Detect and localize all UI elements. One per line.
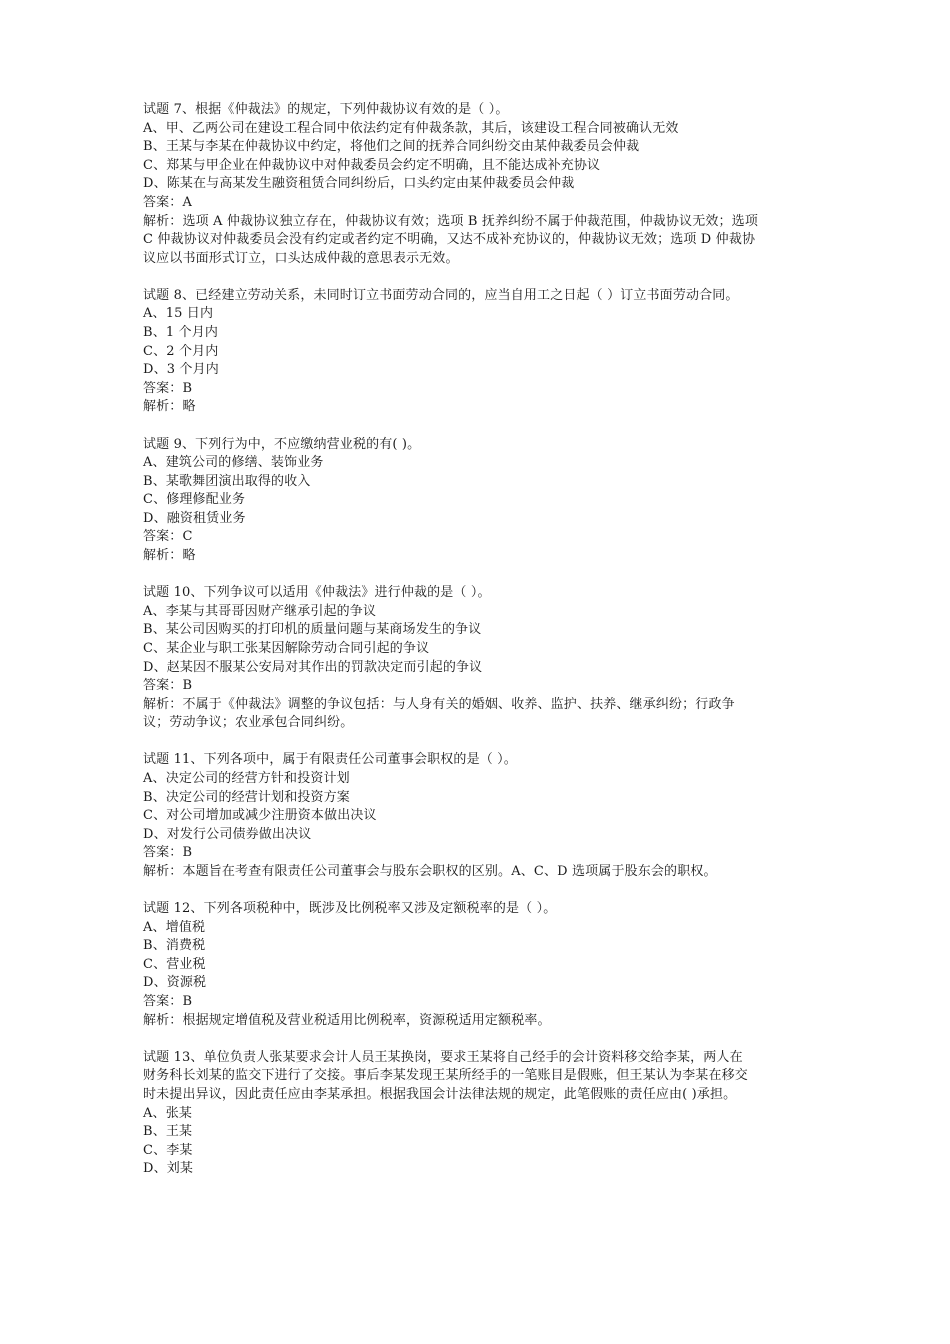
option-b: B、王某与李某在仲裁协议中约定，将他们之间的抚养合同纠纷交由某仲裁委员会仲裁 xyxy=(143,139,640,155)
option-b: B、某歌舞团演出取得的收入 xyxy=(143,473,311,489)
question-11 xyxy=(143,751,811,881)
question-9 xyxy=(143,436,811,566)
question-stem: 试题 9、下列行为中，不应缴纳营业税的有( )。 xyxy=(143,436,421,452)
option-c: C、李某 xyxy=(143,1142,193,1158)
explanation: 解析：根据规定增值税及营业税适用比例税率，资源税适用定额税率。 xyxy=(143,1012,551,1028)
option-a: A、张某 xyxy=(143,1105,192,1121)
option-d: D、陈某在与高某发生融资租赁合同纠纷后，口头约定由某仲裁委员会仲裁 xyxy=(143,176,575,192)
option-c: C、2 个月内 xyxy=(143,343,219,359)
explanation: 解析：本题旨在考查有限责任公司董事会与股东会职权的区别。A、C、D 选项属于股东会的职权。 xyxy=(143,863,717,879)
question-12 xyxy=(143,900,811,1030)
question-10 xyxy=(143,584,811,733)
answer: 答案：B xyxy=(143,380,193,396)
option-b: B、决定公司的经营计划和投资方案 xyxy=(143,789,350,805)
question-stem: 试题 13、单位负责人张某要求会计人员王某换岗，要求王某将自己经手的会计资料移交给李某，两人在 xyxy=(143,1049,743,1065)
answer: 答案：B xyxy=(143,994,193,1010)
question-8 xyxy=(143,287,811,417)
explanation-continued: 议；劳动争议；农业承包合同纠纷。 xyxy=(143,715,354,731)
question-stem: 试题 7、根据《仲裁法》的规定，下列仲裁协议有效的是（ ）。 xyxy=(143,102,509,117)
question-7 xyxy=(143,101,811,268)
option-c: C、营业税 xyxy=(143,956,206,972)
question-stem-continued: 财务科长刘某的监交下进行了交接。事后李某发现王某所经手的一笔账目是假账，但王某认为李某在移交 xyxy=(143,1068,748,1084)
explanation: 解析：不属于《仲裁法》调整的争议包括：与人身有关的婚姻、收养、监护、扶养、继承纠纷；行政争 xyxy=(143,696,735,712)
option-a: A、李某与其哥哥因财产继承引起的争议 xyxy=(143,603,377,619)
option-d: D、资源税 xyxy=(143,975,207,991)
question-stem: 试题 10、下列争议可以适用《仲裁法》进行仲裁的是（ ）。 xyxy=(143,585,491,601)
question-stem: 试题 11、下列各项中，属于有限责任公司董事会职权的是（ ）。 xyxy=(143,752,517,768)
option-a: A、增值税 xyxy=(143,919,206,935)
answer: 答案：A xyxy=(143,194,192,210)
option-b: B、某公司因购买的打印机的质量问题与某商场发生的争议 xyxy=(143,622,482,638)
question-stem: 试题 12、下列各项税种中，既涉及比例税率又涉及定额税率的是（ ）。 xyxy=(143,901,557,917)
option-d: D、3 个月内 xyxy=(143,362,219,378)
explanation-continued: 议应以书面形式订立，口头达成仲裁的意思表示无效。 xyxy=(143,250,459,266)
explanation: 解析：选项 A 仲裁协议独立存在，仲裁协议有效；选项 B 抚养纠纷不属于仲裁范围，仲裁协议无效；选项 xyxy=(143,213,758,229)
answer: 答案：B xyxy=(143,678,193,694)
option-d: D、对发行公司债券做出决议 xyxy=(143,826,312,842)
option-d: D、刘某 xyxy=(143,1161,194,1177)
option-a: A、15 日内 xyxy=(143,306,214,322)
document-page xyxy=(143,101,811,1197)
option-a: A、决定公司的经营方针和投资计划 xyxy=(143,771,350,786)
option-a: A、建筑公司的修缮、装饰业务 xyxy=(143,455,324,471)
explanation: 解析：略 xyxy=(143,399,196,415)
option-c: C、修理修配业务 xyxy=(143,492,246,508)
question-13 xyxy=(143,1049,811,1179)
option-d: D、赵某因不服某公安局对其作出的罚款决定而引起的争议 xyxy=(143,659,483,675)
option-b: B、1 个月内 xyxy=(143,325,219,341)
option-b: B、消费税 xyxy=(143,938,206,954)
option-b: B、王某 xyxy=(143,1124,193,1140)
question-stem: 试题 8、已经建立劳动关系，未同时订立书面劳动合同的，应当自用工之日起（ ）订立书面劳动合同。 xyxy=(143,287,739,303)
answer: 答案：B xyxy=(143,845,193,861)
question-stem-continued: 时未提出异议，因此责任应由李某承担。根据我国会计法律法规的规定，此笔假账的责任应由( )承担。 xyxy=(143,1086,737,1102)
option-c: C、郑某与甲企业在仲裁协议中对仲裁委员会约定不明确，且不能达成补充协议 xyxy=(143,157,601,173)
explanation: 解析：略 xyxy=(143,548,196,564)
option-d: D、融资租赁业务 xyxy=(143,510,246,526)
answer: 答案：C xyxy=(143,529,193,545)
explanation-continued: C 仲裁协议对仲裁委员会没有约定或者约定不明确，又达不成补充协议的，仲裁协议无效；选项 D 仲裁协 xyxy=(143,232,756,248)
option-c: C、某企业与职工张某因解除劳动合同引起的争议 xyxy=(143,640,430,656)
option-c: C、对公司增加或减少注册资本做出决议 xyxy=(143,808,377,824)
option-a: A、甲、乙两公司在建设工程合同中依法约定有仲裁条款，其后，该建设工程合同被确认无效 xyxy=(143,120,679,136)
